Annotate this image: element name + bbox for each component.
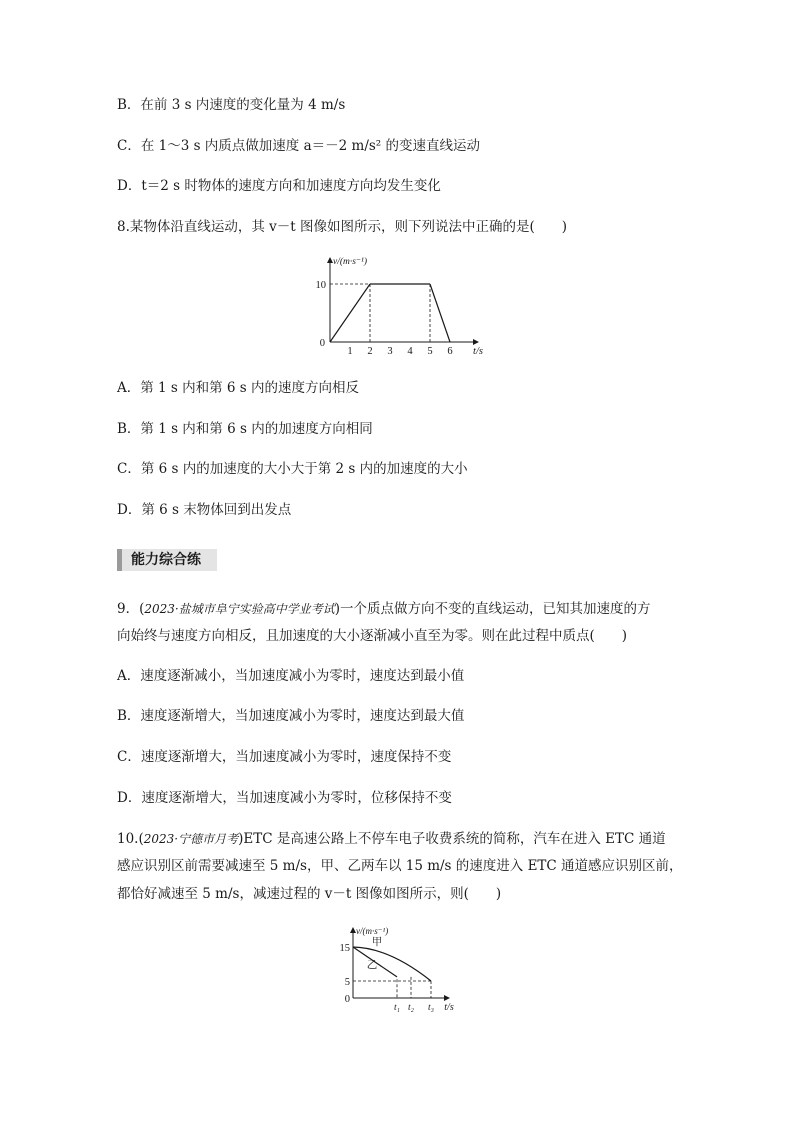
q10-stem-line2: 感应识别区前需要减速至 5 m/s，甲、乙两车以 15 m/s 的速度进入 ETC 通道感应识别区前，: [117, 858, 683, 874]
section-header: [117, 549, 217, 571]
q9-option-b: B．速度逐渐增大，当加速度减小为零时，速度达到最大值: [117, 708, 465, 724]
q9-stem-text: )一个质点做方向不变的直线运动，已知其加速度的方: [334, 601, 651, 617]
q10-stem-line3: 都恰好减速至 5 m/s，减速过程的 v－t 图像如图所示，则( ): [117, 886, 502, 902]
q9-number: 9．(: [117, 601, 145, 617]
q8-option-a: A．第 1 s 内和第 6 s 内的速度方向相反: [117, 380, 360, 396]
x-axis-label: t/s: [473, 346, 483, 357]
origin-label: 0: [344, 994, 350, 1005]
q9-stem-line2: 向始终与速度方向相反，且加速度的大小逐渐减小直至为零。则在此过程中质点( ): [117, 628, 628, 644]
y-tick-label: 10: [315, 280, 326, 291]
y-tick-label-5: 5: [344, 977, 350, 988]
q10-vt-chart: [325, 922, 465, 1014]
q8-stem: 8.某物体沿直线运动，其 v－t 图像如图所示，则下列说法中正确的是( ): [117, 219, 568, 235]
series-jia-curve: [353, 947, 431, 981]
q7-option-b: B．在前 3 s 内速度的变化量为 4 m/s: [117, 97, 346, 113]
series-label-yi: 乙: [366, 960, 378, 972]
q9-option-a: A．速度逐渐减小，当加速度减小为零时，速度达到最小值: [117, 668, 465, 684]
y-tick-label-15: 15: [339, 943, 350, 954]
q10-source: 2023·宁德市月考: [143, 832, 239, 846]
q7-option-c: C．在 1～3 s 内质点做加速度 a＝－2 m/s² 的变速直线运动: [117, 138, 481, 154]
x-tick-label: 3: [387, 346, 393, 357]
x-tick-label-t1: t₁: [394, 1003, 400, 1013]
origin-label: 0: [319, 338, 325, 349]
q8-option-d: D．第 6 s 末物体回到出发点: [117, 502, 292, 518]
series-segment: [430, 284, 450, 342]
series-label-jia: 甲: [371, 936, 383, 948]
y-axis-label: v/(m·s⁻¹): [356, 926, 389, 936]
q9-option-c: C．速度逐渐增大，当加速度减小为零时，速度保持不变: [117, 749, 452, 765]
x-tick-label-t2: t₂: [408, 1003, 414, 1013]
q9-source: 2023·盐城市阜宁实验高中学业考试: [144, 602, 335, 616]
section-header-bar: [117, 549, 122, 571]
series-segment: [330, 284, 370, 342]
x-tick-label-t3: t₃: [428, 1003, 434, 1013]
q7-option-d: D．t＝2 s 时物体的速度方向和加速度方向均发生变化: [117, 178, 441, 194]
q8-option-c: C．第 6 s 内的加速度的大小大于第 2 s 内的加速度的大小: [117, 461, 468, 477]
x-tick-label: 6: [447, 346, 453, 357]
q9-stem-line1: [117, 599, 651, 619]
q8-option-b: B．第 1 s 内和第 6 s 内的加速度方向相同: [117, 421, 373, 437]
q10-stem-line1: [117, 829, 666, 849]
x-tick-label: 5: [427, 346, 433, 357]
q10-number: 10.(: [117, 831, 144, 847]
y-axis-label: v/(m·s⁻¹): [333, 257, 367, 267]
x-axis-label: t/s: [444, 1002, 454, 1013]
section-title: 能力综合练: [131, 552, 201, 568]
q9-option-d: D．速度逐渐增大，当加速度减小为零时，位移保持不变: [117, 790, 452, 806]
x-tick-label: 2: [367, 346, 373, 357]
q8-vt-chart: [300, 252, 500, 362]
x-tick-label: 1: [347, 346, 353, 357]
x-tick-label: 4: [407, 346, 413, 357]
q10-stem-text: )ETC 是高速公路上不停车电子收费系统的简称，汽车在进入 ETC 通道: [238, 831, 666, 847]
